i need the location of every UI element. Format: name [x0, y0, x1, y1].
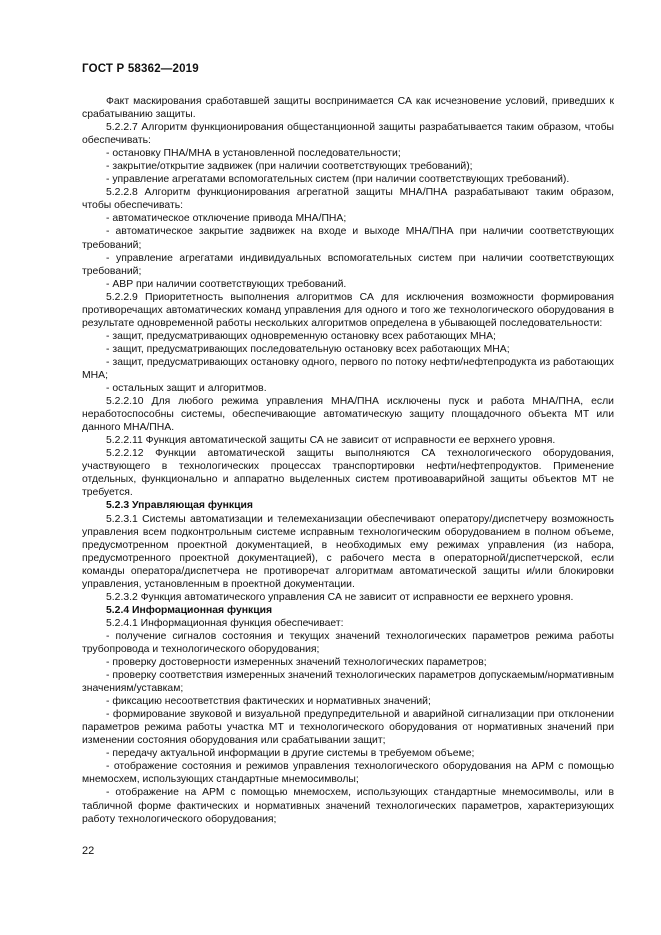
paragraph: 5.2.4.1 Информационная функция обеспечивает:: [106, 617, 344, 629]
page-number: 22: [82, 845, 95, 857]
paragraph: - закрытие/открытие задвижек (при наличии соответствующих требований);: [106, 161, 473, 173]
section-heading: 5.2.4 Информационная функция: [106, 604, 273, 616]
paragraph: - защит, предусматривающих одновременную остановку всех работающих МНА;: [106, 330, 496, 342]
paragraph: 5.2.3.2 Функция автоматического управления СА не зависит от исправности ее верхнего уровня.: [106, 591, 574, 603]
paragraph: - отображение на АРМ с помощью мнемосхем, использующих стандартные мнемосимволы, или в табличной форме фактических и нормативных значений технологических параметров, характеризующих работу технологического оборудования;: [82, 787, 614, 825]
paragraph: - защит, предусматривающих последовательную остановку всех работающих МНА;: [106, 343, 510, 355]
paragraph: 5.2.2.12 Функции автоматической защиты выполняются СА технологического оборудования, участвующего в технологических процессах транспортировки нефти/нефтепродуктов. Применение отдельных, функционально и аппаратно выделенных систем противоаварийной защиты объектов МТ не требуется.: [82, 448, 614, 499]
paragraph: - остальных защит и алгоритмов.: [106, 383, 267, 395]
paragraph: - защит, предусматривающих остановку одного, первого по потоку нефти/нефтепродукта из работающих МНА;: [82, 356, 614, 381]
paragraph: - управление агрегатами индивидуальных вспомогательных систем при наличии соответствующих требований;: [82, 252, 614, 277]
paragraph: - остановку ПНА/МНА в установленной последовательности;: [106, 148, 401, 160]
paragraph: - автоматическое закрытие задвижек на входе и выходе МНА/ПНА при наличии соответствующих требований;: [82, 226, 614, 251]
paragraph: - автоматическое отключение привода МНА/ПНА;: [106, 213, 347, 225]
document-body: [82, 95, 614, 826]
paragraph: - формирование звуковой и визуальной предупредительной и аварийной сигнализации при отклонении параметров режима работы участка МТ и технологического оборудования от нормативных значений при изменении состояния оборудования или срабатывании защит;: [82, 709, 614, 747]
paragraph: - получение сигналов состояния и текущих значений технологических параметров режима работы трубопровода и технологического оборудования;: [82, 630, 614, 655]
document-header: ГОСТ Р 58362—2019: [82, 63, 199, 75]
paragraph: - проверку достоверности измеренных значений технологических параметров;: [106, 657, 487, 669]
paragraph: - АВР при наличии соответствующих требований.: [106, 278, 347, 290]
paragraph: - фиксацию несоответствия фактических и нормативных значений;: [106, 696, 431, 708]
paragraph: - передачу актуальной информации в другие системы в требуемом объеме;: [106, 748, 475, 760]
paragraph: 5.2.2.9 Приоритетность выполнения алгоритмов СА для исключения возможности формирования противоречащих автоматических команд управления для одного и того же технологического оборудования в результате одновременной работы нескольких алгоритмов определена в убывающей последовательности:: [82, 291, 614, 329]
paragraph: - проверку соответствия измеренных значений технологических параметров допускаемым/нормативным значениям/уставкам;: [82, 670, 614, 695]
paragraph: 5.2.3.1 Системы автоматизации и телемеханизации обеспечивают оператору/диспетчеру возможность управления всем подконтрольным системе исправным технологическим оборудованием в полном объеме, предусмотренном проектной документацией, в необходимых ему режимах управления (из набора, предусмотренного проектной документацией), с рабочего места в операторной/диспетчерской, если команды оператора/диспетчера не противоречат алгоритмам автоматической защиты и/или блокировки управления, установленным в проектной документации.: [82, 513, 614, 590]
paragraph: - отображение состояния и режимов управления технологического оборудования на АРМ с помощью мнемосхем, использующих стандартные мнемосимволы;: [82, 761, 614, 786]
paragraph: 5.2.2.10 Для любого режима управления МНА/ПНА исключены пуск и работа МНА/ПНА, если неработоспособны системы, обеспечивающие автоматическую защиту площадочного объекта МТ или данного МНА/ПНА.: [82, 396, 614, 434]
paragraph: - управление агрегатами вспомогательных систем (при наличии соответствующих требований).: [106, 174, 570, 186]
paragraph: Факт маскирования сработавшей защиты воспринимается СА как исчезновение условий, приведших к срабатыванию защиты.: [82, 96, 614, 121]
paragraph: 5.2.2.11 Функция автоматической защиты СА не зависит от исправности ее верхнего уровня.: [106, 435, 556, 447]
section-heading: 5.2.3 Управляющая функция: [106, 500, 253, 512]
paragraph: 5.2.2.8 Алгоритм функционирования агрегатной защиты МНА/ПНА разрабатывают таким образом, чтобы обеспечивать:: [82, 187, 614, 212]
paragraph: 5.2.2.7 Алгоритм функционирования общестанционной защиты разрабатывается таким образом, чтобы обеспечивать:: [82, 122, 614, 147]
